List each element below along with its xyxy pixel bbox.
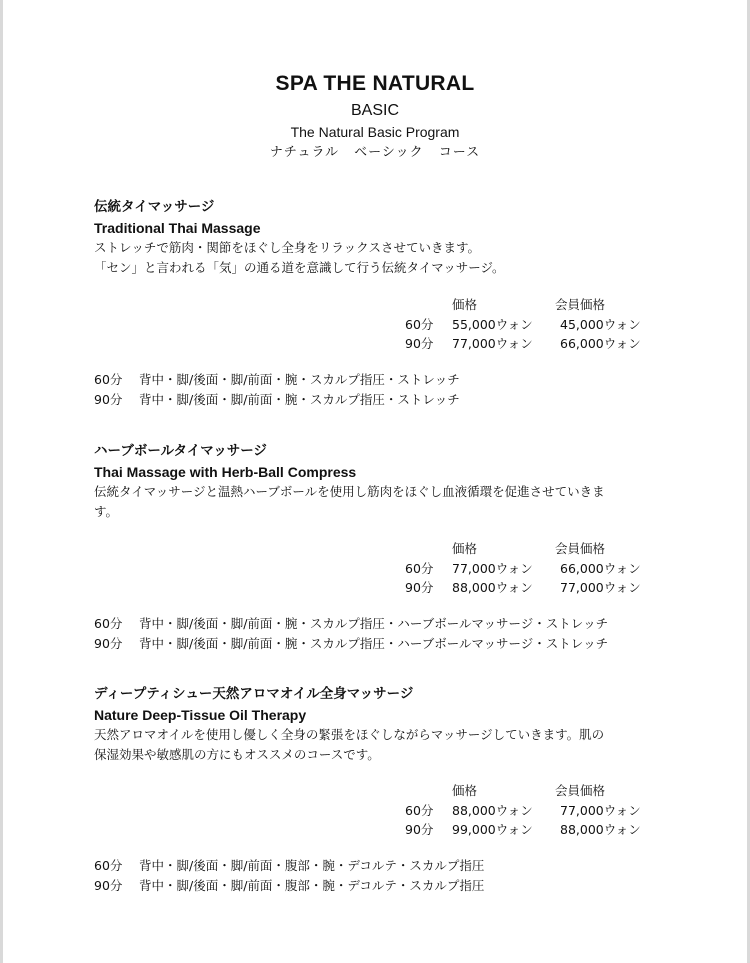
detail-duration: 60分: [94, 858, 123, 873]
price: 55,000ウォン: [452, 316, 533, 332]
detail-duration: 90分: [94, 391, 123, 407]
menu-header: [0, 70, 750, 164]
price-table-header: [405, 539, 665, 559]
course-title-en: Nature Deep-Tissue Oil Therapy: [94, 707, 307, 723]
member-price: 88,000ウォン: [560, 822, 641, 837]
course-section-herb-ball: [94, 441, 674, 521]
price: 77,000ウォン: [452, 336, 533, 351]
course-section-deep-tissue: [94, 684, 674, 764]
price-table-header: [405, 781, 665, 801]
member-price: 77,000ウォン: [560, 802, 641, 818]
detail-content: 背中・脚/後面・脚/前面・腕・スカルプ指圧・ストレッチ: [139, 391, 460, 407]
detail-duration: 60分: [94, 372, 123, 387]
program-name-ja: ナチュラル ベーシック コース: [269, 145, 481, 160]
course-description-line: す。: [94, 503, 119, 519]
duration: 60分: [405, 802, 434, 818]
price: 77,000ウォン: [452, 560, 533, 576]
member-price: 66,000ウォン: [560, 560, 641, 576]
price-column-header: 価格: [452, 297, 478, 312]
price-row: [405, 315, 665, 335]
detail-duration: 90分: [94, 877, 123, 893]
price-column-header: 価格: [452, 541, 478, 556]
detail-content: 背中・脚/後面・脚/前面・腕・スカルプ指圧・ハーブボールマッサージ・ストレッチ: [139, 616, 609, 631]
course-description-line: ストレッチで筋肉・関節をほぐし全身をリラックスさせていきます。: [94, 240, 481, 255]
duration: 90分: [405, 336, 434, 351]
detail-row: [94, 876, 694, 896]
detail-content: 背中・脚/後面・脚/前面・腹部・腕・デコルテ・スカルプ指圧: [139, 858, 485, 873]
detail-row: [94, 856, 694, 876]
course-description-line: 伝統タイマッサージと温熱ハーブボールを使用し筋肉をほぐし血液循環を促進させていきま: [94, 484, 605, 499]
course-details: [94, 614, 694, 653]
course-description-line: 保湿効果や敏感肌の方にもオススメのコースです。: [94, 746, 380, 762]
brand-title: SPA THE NATURAL: [275, 72, 475, 95]
detail-content: 背中・脚/後面・脚/前面・腕・スカルプ指圧・ハーブボールマッサージ・ストレッチ: [139, 635, 609, 651]
program-name-en: The Natural Basic Program: [290, 124, 460, 140]
price-column-header: 価格: [452, 783, 478, 798]
course-title-ja: 伝統タイマッサージ: [94, 199, 215, 215]
course-description-line: 「セン」と言われる「気」の通る道を意識して行う伝統タイマッサージ。: [94, 259, 505, 275]
detail-duration: 90分: [94, 635, 123, 651]
price-row: [405, 334, 665, 354]
price-row: [405, 559, 665, 579]
price-table: [405, 295, 665, 354]
detail-content: 背中・脚/後面・脚/前面・腹部・腕・デコルテ・スカルプ指圧: [139, 877, 485, 893]
price: 88,000ウォン: [452, 802, 533, 818]
member-price-column-header: 会員価格: [555, 541, 606, 556]
duration: 90分: [405, 822, 434, 837]
course-title-en: Traditional Thai Massage: [94, 220, 261, 236]
duration: 60分: [405, 560, 434, 576]
course-title-ja: ディープティシュー天然アロマオイル全身マッサージ: [94, 686, 414, 702]
detail-row: [94, 390, 694, 410]
price-table: [405, 781, 665, 840]
course-section-thai: [94, 197, 674, 277]
member-price-column-header: 会員価格: [555, 297, 606, 312]
detail-row: [94, 370, 694, 390]
course-details: [94, 856, 694, 895]
price: 88,000ウォン: [452, 580, 533, 595]
duration: 60分: [405, 316, 434, 332]
member-price: 66,000ウォン: [560, 336, 641, 351]
menu-subtitle: BASIC: [350, 102, 399, 119]
detail-duration: 60分: [94, 616, 123, 631]
course-title-ja: ハーブボールタイマッサージ: [94, 443, 267, 459]
member-price: 77,000ウォン: [560, 580, 641, 595]
duration: 90分: [405, 580, 434, 595]
price-table: [405, 539, 665, 598]
member-price-column-header: 会員価格: [555, 783, 606, 798]
course-description-line: 天然アロマオイルを使用し優しく全身の緊張をほぐしながらマッサージしていきます。肌の: [94, 727, 605, 742]
price-row: [405, 578, 665, 598]
price: 99,000ウォン: [452, 822, 533, 837]
price-row: [405, 801, 665, 821]
course-details: [94, 370, 694, 409]
price-table-header: [405, 295, 665, 315]
course-title-en: Thai Massage with Herb-Ball Compress: [94, 464, 357, 480]
price-row: [405, 820, 665, 840]
member-price: 45,000ウォン: [560, 316, 641, 332]
detail-row: [94, 614, 694, 634]
detail-row: [94, 634, 694, 654]
detail-content: 背中・脚/後面・脚/前面・腕・スカルプ指圧・ストレッチ: [139, 372, 460, 387]
